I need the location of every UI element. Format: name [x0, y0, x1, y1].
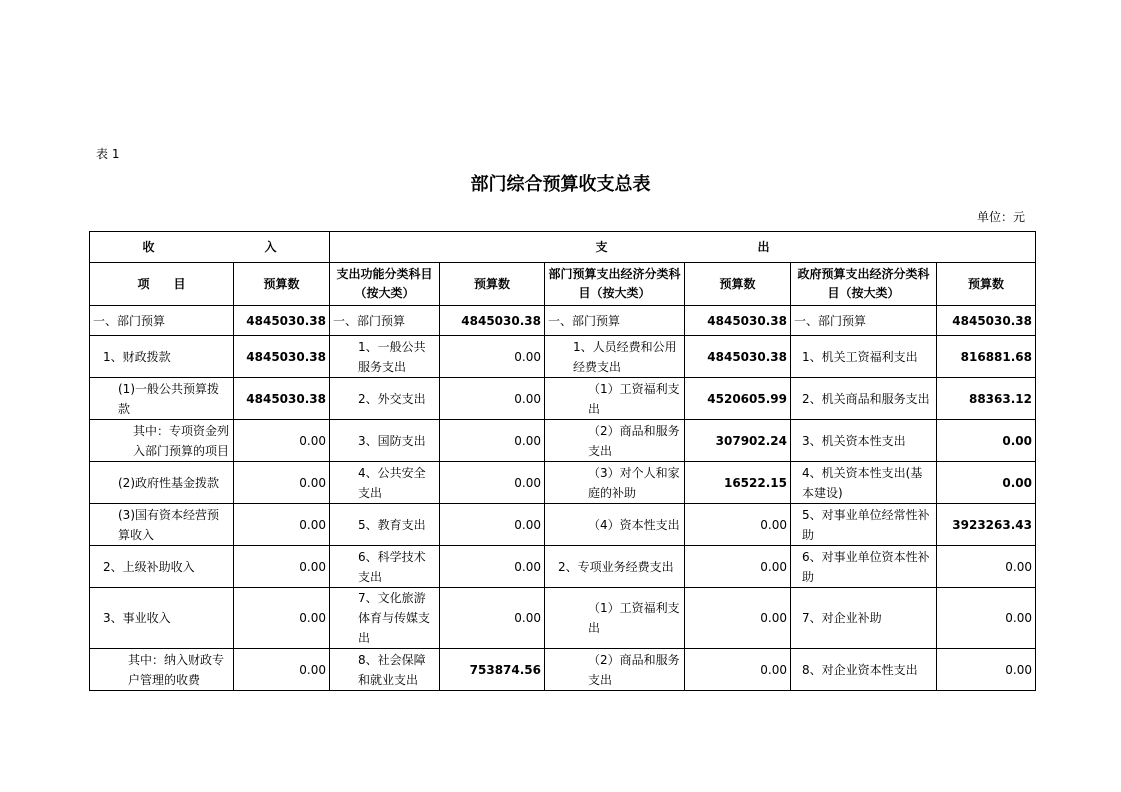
- amount-cell: 3923263.43: [937, 504, 1036, 546]
- table-row: [90, 649, 1036, 691]
- amount-cell: 4845030.38: [685, 336, 791, 378]
- amount-cell: 0.00: [685, 546, 791, 588]
- item-cell: (2)政府性基金拨款: [90, 462, 234, 504]
- column-header: 支出功能分类科目（按大类）: [330, 263, 440, 306]
- column-header: 项 目: [90, 263, 234, 306]
- column-header-row: [90, 263, 1036, 306]
- item-cell: 3、事业收入: [90, 588, 234, 649]
- item-cell: 3、国防支出: [330, 420, 440, 462]
- amount-cell: 0.00: [937, 649, 1036, 691]
- amount-cell: 4520605.99: [685, 378, 791, 420]
- amount-cell: 0.00: [937, 420, 1036, 462]
- column-header: 预算数: [685, 263, 791, 306]
- column-header: 预算数: [440, 263, 545, 306]
- item-cell: 8、对企业资本性支出: [791, 649, 937, 691]
- column-header: 预算数: [234, 263, 330, 306]
- amount-cell: 4845030.38: [234, 306, 330, 336]
- amount-cell: 0.00: [937, 462, 1036, 504]
- item-cell: 1、财政拨款: [90, 336, 234, 378]
- item-cell: 2、外交支出: [330, 378, 440, 420]
- item-cell: 7、文化旅游体育与传媒支出: [330, 588, 440, 649]
- table-row: [90, 462, 1036, 504]
- page-title: 部门综合预算收支总表: [470, 174, 651, 195]
- item-cell: (1)一般公共预算拨款: [90, 378, 234, 420]
- amount-cell: 0.00: [234, 420, 330, 462]
- amount-cell: 0.00: [234, 649, 330, 691]
- amount-cell: 0.00: [440, 504, 545, 546]
- budget-table: [89, 231, 1036, 691]
- amount-cell: 0.00: [937, 588, 1036, 649]
- item-cell: 1、一般公共服务支出: [330, 336, 440, 378]
- amount-cell: 4845030.38: [440, 306, 545, 336]
- amount-cell: 816881.68: [937, 336, 1036, 378]
- item-cell: 一、部门预算: [330, 306, 440, 336]
- amount-cell: 0.00: [440, 420, 545, 462]
- column-header: 预算数: [937, 263, 1036, 306]
- item-cell: （3）对个人和家庭的补助: [545, 462, 685, 504]
- item-cell: 5、教育支出: [330, 504, 440, 546]
- table-row: [90, 336, 1036, 378]
- item-cell: (3)国有资本经营预算收入: [90, 504, 234, 546]
- column-header: 政府预算支出经济分类科目（按大类）: [791, 263, 937, 306]
- column-header: 部门预算支出经济分类科目（按大类）: [545, 263, 685, 306]
- table-row: [90, 504, 1036, 546]
- table-row: [90, 420, 1036, 462]
- amount-cell: 0.00: [234, 546, 330, 588]
- amount-cell: 0.00: [234, 462, 330, 504]
- amount-cell: 307902.24: [685, 420, 791, 462]
- amount-cell: 4845030.38: [234, 336, 330, 378]
- amount-cell: 0.00: [440, 588, 545, 649]
- amount-cell: 88363.12: [937, 378, 1036, 420]
- item-cell: 2、专项业务经费支出: [545, 546, 685, 588]
- group-header-row: [90, 232, 1036, 263]
- item-cell: 3、机关资本性支出: [791, 420, 937, 462]
- item-cell: 7、对企业补助: [791, 588, 937, 649]
- amount-cell: 0.00: [440, 462, 545, 504]
- amount-cell: 16522.15: [685, 462, 791, 504]
- table-row: [90, 306, 1036, 336]
- item-cell: 其中：纳入财政专户管理的收费: [90, 649, 234, 691]
- income-header-right: 入: [264, 240, 277, 254]
- item-cell: （1）工资福利支出: [545, 378, 685, 420]
- item-cell: （2）商品和服务支出: [545, 420, 685, 462]
- amount-cell: 0.00: [685, 504, 791, 546]
- item-cell: 8、社会保障和就业支出: [330, 649, 440, 691]
- item-cell: 2、上级补助收入: [90, 546, 234, 588]
- item-cell: （4）资本性支出: [545, 504, 685, 546]
- amount-cell: 753874.56: [440, 649, 545, 691]
- amount-cell: 4845030.38: [937, 306, 1036, 336]
- item-cell: 一、部门预算: [90, 306, 234, 336]
- expense-group-header: [330, 232, 1036, 263]
- amount-cell: 4845030.38: [234, 378, 330, 420]
- item-cell: 一、部门预算: [545, 306, 685, 336]
- item-cell: 4、公共安全支出: [330, 462, 440, 504]
- unit-label: 单位：元: [976, 210, 1025, 224]
- item-cell: 2、机关商品和服务支出: [791, 378, 937, 420]
- table-row: [90, 378, 1036, 420]
- income-group-header: [90, 232, 330, 263]
- item-cell: （2）商品和服务支出: [545, 649, 685, 691]
- item-cell: 4、机关资本性支出(基本建设): [791, 462, 937, 504]
- item-cell: （1）工资福利支出: [545, 588, 685, 649]
- amount-cell: 0.00: [937, 546, 1036, 588]
- expense-header-right: 出: [757, 240, 770, 254]
- table-row: [90, 588, 1036, 649]
- item-cell: 一、部门预算: [791, 306, 937, 336]
- amount-cell: 0.00: [440, 546, 545, 588]
- item-cell: 1、机关工资福利支出: [791, 336, 937, 378]
- table-row: [90, 546, 1036, 588]
- amount-cell: 0.00: [685, 649, 791, 691]
- item-cell: 5、对事业单位经常性补助: [791, 504, 937, 546]
- amount-cell: 4845030.38: [685, 306, 791, 336]
- item-cell: 1、人员经费和公用经费支出: [545, 336, 685, 378]
- amount-cell: 0.00: [440, 336, 545, 378]
- table-number: 表 1: [96, 147, 120, 161]
- income-header-left: 收: [142, 240, 155, 254]
- expense-header-left: 支: [595, 240, 608, 254]
- amount-cell: 0.00: [234, 588, 330, 649]
- item-cell: 其中：专项资金列入部门预算的项目: [90, 420, 234, 462]
- item-cell: 6、对事业单位资本性补助: [791, 546, 937, 588]
- amount-cell: 0.00: [440, 378, 545, 420]
- amount-cell: 0.00: [234, 504, 330, 546]
- amount-cell: 0.00: [685, 588, 791, 649]
- item-cell: 6、科学技术支出: [330, 546, 440, 588]
